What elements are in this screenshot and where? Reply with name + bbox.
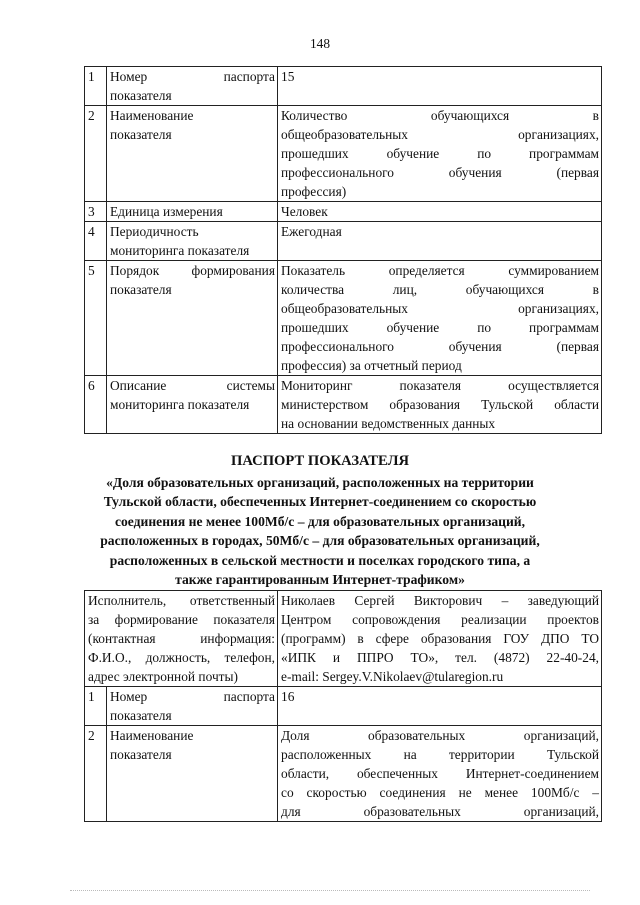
row-label-line: Единица измерения — [110, 204, 223, 219]
executor-label-line: Ф.И.О., должность, телефон, — [88, 650, 275, 665]
executor-value-line: Центром сопровождения реализации проектов — [281, 612, 599, 627]
row-number: 1 — [85, 67, 107, 106]
passport-subtitle-line: также гарантированным Интернет-трафиком» — [175, 572, 465, 587]
row-value-line: 15 — [281, 69, 295, 84]
row-label — [107, 687, 278, 726]
row-label-line: показателя — [110, 127, 172, 142]
row-value-line: Мониторинг показателя осуществляется — [281, 378, 599, 393]
table-row — [85, 687, 602, 726]
row-value-line: области, обеспеченных Интернет-соединением — [281, 766, 599, 781]
row-value-line: прошедших обучение по программам — [281, 320, 599, 335]
row-value-line: со скоростью соединения не менее 100Мб/с – — [281, 785, 599, 800]
row-label-line: показателя — [110, 747, 172, 762]
row-label — [107, 106, 278, 202]
executor-label-line: Исполнитель, ответственный — [88, 593, 275, 608]
indicator-table-16 — [84, 590, 602, 822]
executor-value — [278, 591, 602, 687]
row-value-line: министерством образования Тульской области — [281, 397, 599, 412]
row-value-line: Количество обучающихся в — [281, 108, 599, 123]
indicator-table-15 — [84, 66, 602, 434]
executor-value-line: (программ) в сфере образования ГОУ ДПО ТО — [281, 631, 599, 646]
executor-label-line: адрес электронной почты) — [88, 669, 238, 684]
row-label-line: Периодичность — [110, 224, 199, 239]
row-value-line: профессия) за отчетный период — [281, 358, 462, 373]
executor-value-line: Николаев Сергей Викторович – заведующий — [281, 593, 599, 608]
row-label-line: Наименование — [110, 108, 194, 123]
row-number: 2 — [85, 726, 107, 822]
row-number: 5 — [85, 261, 107, 376]
executor-value-line: e-mail: Sergey.V.Nikolaev@tularegion.ru — [281, 669, 504, 684]
row-label-line: показателя — [110, 88, 172, 103]
row-value-line: прошедших обучение по программам — [281, 146, 599, 161]
row-label-line: мониторинга показателя — [110, 397, 250, 412]
passport-heading: ПАСПОРТ ПОКАЗАТЕЛЯ — [231, 453, 409, 469]
passport-subtitle-line: расположенных в сельской местности и поселках городского типа, а — [109, 552, 531, 568]
passport-subtitle-line: соединения не менее 100Мб/с – для образовательных организаций, — [114, 513, 526, 529]
row-value — [278, 67, 602, 106]
row-value-line: общеобразовательных организациях, — [281, 127, 599, 142]
row-value-line: расположенных на территории Тульской — [281, 747, 599, 762]
row-value-line: Доля образовательных организаций, — [281, 728, 599, 743]
row-value — [278, 376, 602, 434]
table-row — [85, 726, 602, 822]
row-number: 2 — [85, 106, 107, 202]
table-row — [85, 67, 602, 106]
row-number: 6 — [85, 376, 107, 434]
page-number: 148 — [309, 36, 331, 51]
row-value — [278, 106, 602, 202]
row-label — [107, 261, 278, 376]
row-value-line: 16 — [281, 689, 295, 704]
row-value-line: на основании ведомственных данных — [281, 416, 496, 431]
row-value-line: Ежегодная — [281, 224, 342, 239]
passport-subtitle-line: Тульской области, обеспеченных Интернет-соединением со скоростью — [103, 494, 537, 509]
passport-subtitle-line: расположенных в городах, 50Мб/с – для образовательных организаций, — [100, 533, 540, 548]
row-value-line: профессионального обучения (первая — [281, 339, 599, 354]
row-label-line: Номер паспорта — [110, 689, 275, 704]
table-row — [85, 376, 602, 434]
row-value-line: Показатель определяется суммированием — [281, 263, 599, 278]
row-value — [278, 726, 602, 822]
row-number: 1 — [85, 687, 107, 726]
executor-label — [85, 591, 278, 687]
executor-row — [85, 591, 602, 687]
row-value-line: Человек — [281, 204, 328, 219]
table-row — [85, 222, 602, 261]
row-value — [278, 202, 602, 222]
row-value — [278, 687, 602, 726]
row-value-line: профессионального обучения (первая — [281, 165, 599, 180]
passport-subtitle — [0, 473, 640, 590]
row-label — [107, 222, 278, 261]
row-label-line: Порядок формирования — [110, 263, 275, 278]
row-label — [107, 67, 278, 106]
footer-divider — [70, 890, 590, 893]
row-value-line: общеобразовательных организациях, — [281, 301, 599, 316]
row-value-line: профессия) — [281, 184, 347, 199]
table-row — [85, 106, 602, 202]
row-label-line: Номер паспорта — [110, 69, 275, 84]
row-label — [107, 376, 278, 434]
passport-subtitle-line: «Доля образовательных организаций, расположенных на территории — [106, 474, 534, 490]
row-label-line: Описание системы — [110, 378, 275, 393]
row-label-line: показателя — [110, 708, 172, 723]
executor-label-line: за формирование показателя — [88, 612, 275, 627]
row-value — [278, 261, 602, 376]
table-row — [85, 261, 602, 376]
row-value-line: количества лиц, обучающихся в — [281, 282, 599, 297]
row-value-line: для образовательных организаций, — [281, 804, 599, 819]
row-label-line: показателя — [110, 282, 172, 297]
passport-title-block — [0, 452, 640, 590]
table-row — [85, 202, 602, 222]
row-number: 3 — [85, 202, 107, 222]
row-label-line: Наименование — [110, 728, 194, 743]
row-label — [107, 726, 278, 822]
row-label-line: мониторинга показателя — [110, 243, 250, 258]
row-number: 4 — [85, 222, 107, 261]
row-value — [278, 222, 602, 261]
executor-value-line: «ИПК и ППРО ТО», тел. (4872) 22-40-24, — [281, 650, 599, 665]
row-label — [107, 202, 278, 222]
executor-label-line: (контактная информация: — [88, 631, 275, 646]
